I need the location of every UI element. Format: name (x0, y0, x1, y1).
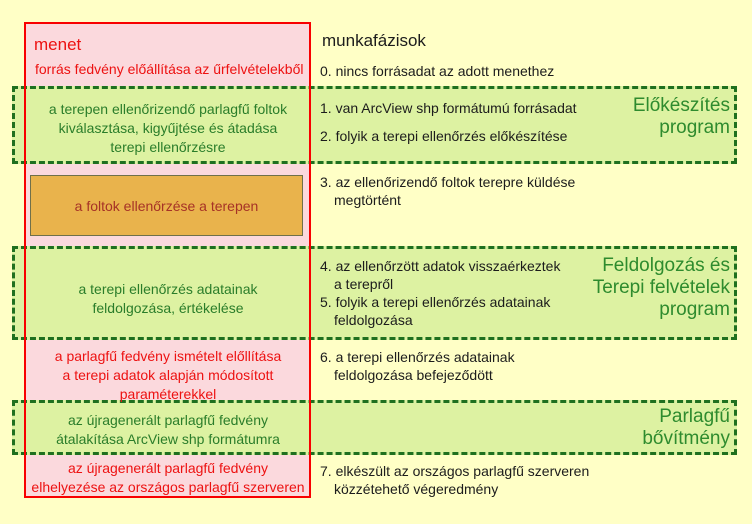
workphase-step-6 (320, 348, 515, 384)
text-line: bővítmény (642, 428, 730, 449)
text-line: a terepen ellenőrizendő parlagfű foltok (48, 101, 288, 117)
workphase-step-4 (320, 257, 560, 293)
text-line: 2. folyik a terepi ellenőrzés előkészítése (320, 128, 568, 144)
menet-step-publishing (28, 459, 308, 497)
text-line: program (659, 117, 730, 138)
text-line: 7. elkészült az országos parlagfű szerveren (320, 463, 590, 479)
text-line: Terepi felvételek (592, 277, 730, 298)
workphase-step-3 (320, 173, 575, 209)
workphase-step-1 (320, 99, 577, 117)
text-line: kiválasztása, kigyűjtése és átadása (58, 120, 278, 136)
text-line: a terepi adatok alapján módosított (62, 367, 274, 383)
text-line: 0. nincs forrásadat az adott menethez (320, 63, 555, 79)
field-check-box (30, 175, 303, 236)
program-label-preparation (633, 95, 730, 139)
text-line: feldolgozása, értékelése (92, 300, 244, 316)
text-line: a terepi ellenőrzés adatainak (78, 281, 258, 297)
workphase-step-0 (320, 62, 554, 80)
workphase-step-2 (320, 127, 567, 145)
text-line: az újragenerált parlagfű fedvény (67, 460, 269, 476)
text-line: Előkészítés (632, 95, 730, 116)
menet-step-regeneration (28, 347, 308, 404)
text-line: átalakítása ArcView shp formátumra (56, 431, 280, 447)
text-line: 4. az ellenőrzött adatok visszaérkeztek (320, 258, 561, 274)
menet-step-selection (28, 100, 308, 157)
text-line: a parlagfű fedvény ismételt előllítása (54, 348, 282, 364)
text-line: feldolgozása befejeződött (334, 367, 493, 383)
text-line: a terepről (334, 276, 394, 292)
text-line: terepi ellenőrzésre (110, 139, 226, 155)
menet-column-title: menet (34, 35, 82, 54)
text-line: Parlagfű (659, 406, 730, 427)
text-line: 1. van ArcView shp formátumú forrásadat (320, 100, 577, 116)
field-check-label: a foltok ellenőrzése a terepen (74, 197, 259, 214)
program-label-extension (642, 406, 730, 450)
text-line: paraméterekkel (119, 386, 217, 402)
workphase-step-5 (320, 293, 550, 329)
menet-step-processing (28, 280, 308, 318)
menet-step-source-layer: forrás fedvény előállítása az űrfelvételekből (35, 61, 304, 77)
text-line: megtörtént (334, 192, 401, 208)
workphase-step-7 (320, 462, 589, 498)
text-line: program (659, 299, 730, 320)
text-line: feldolgozása (334, 312, 413, 328)
text-line: közzétehető végeredmény (334, 481, 499, 497)
text-line: az újragenerált parlagfű fedvény (67, 412, 269, 428)
text-line: elhelyezése az országos parlagfű szerveren (31, 479, 305, 495)
munkafazisok-column-title: munkafázisok (322, 31, 426, 50)
program-label-processing (593, 255, 730, 321)
text-line: Feldolgozás és (602, 255, 730, 276)
text-line: 5. folyik a terepi ellenőrzés adatainak (320, 294, 551, 310)
text-line: 3. az ellenőrizendő foltok terepre küldése (320, 174, 576, 190)
menet-step-conversion (28, 411, 308, 449)
text-line: 6. a terepi ellenőrzés adatainak (320, 349, 515, 365)
